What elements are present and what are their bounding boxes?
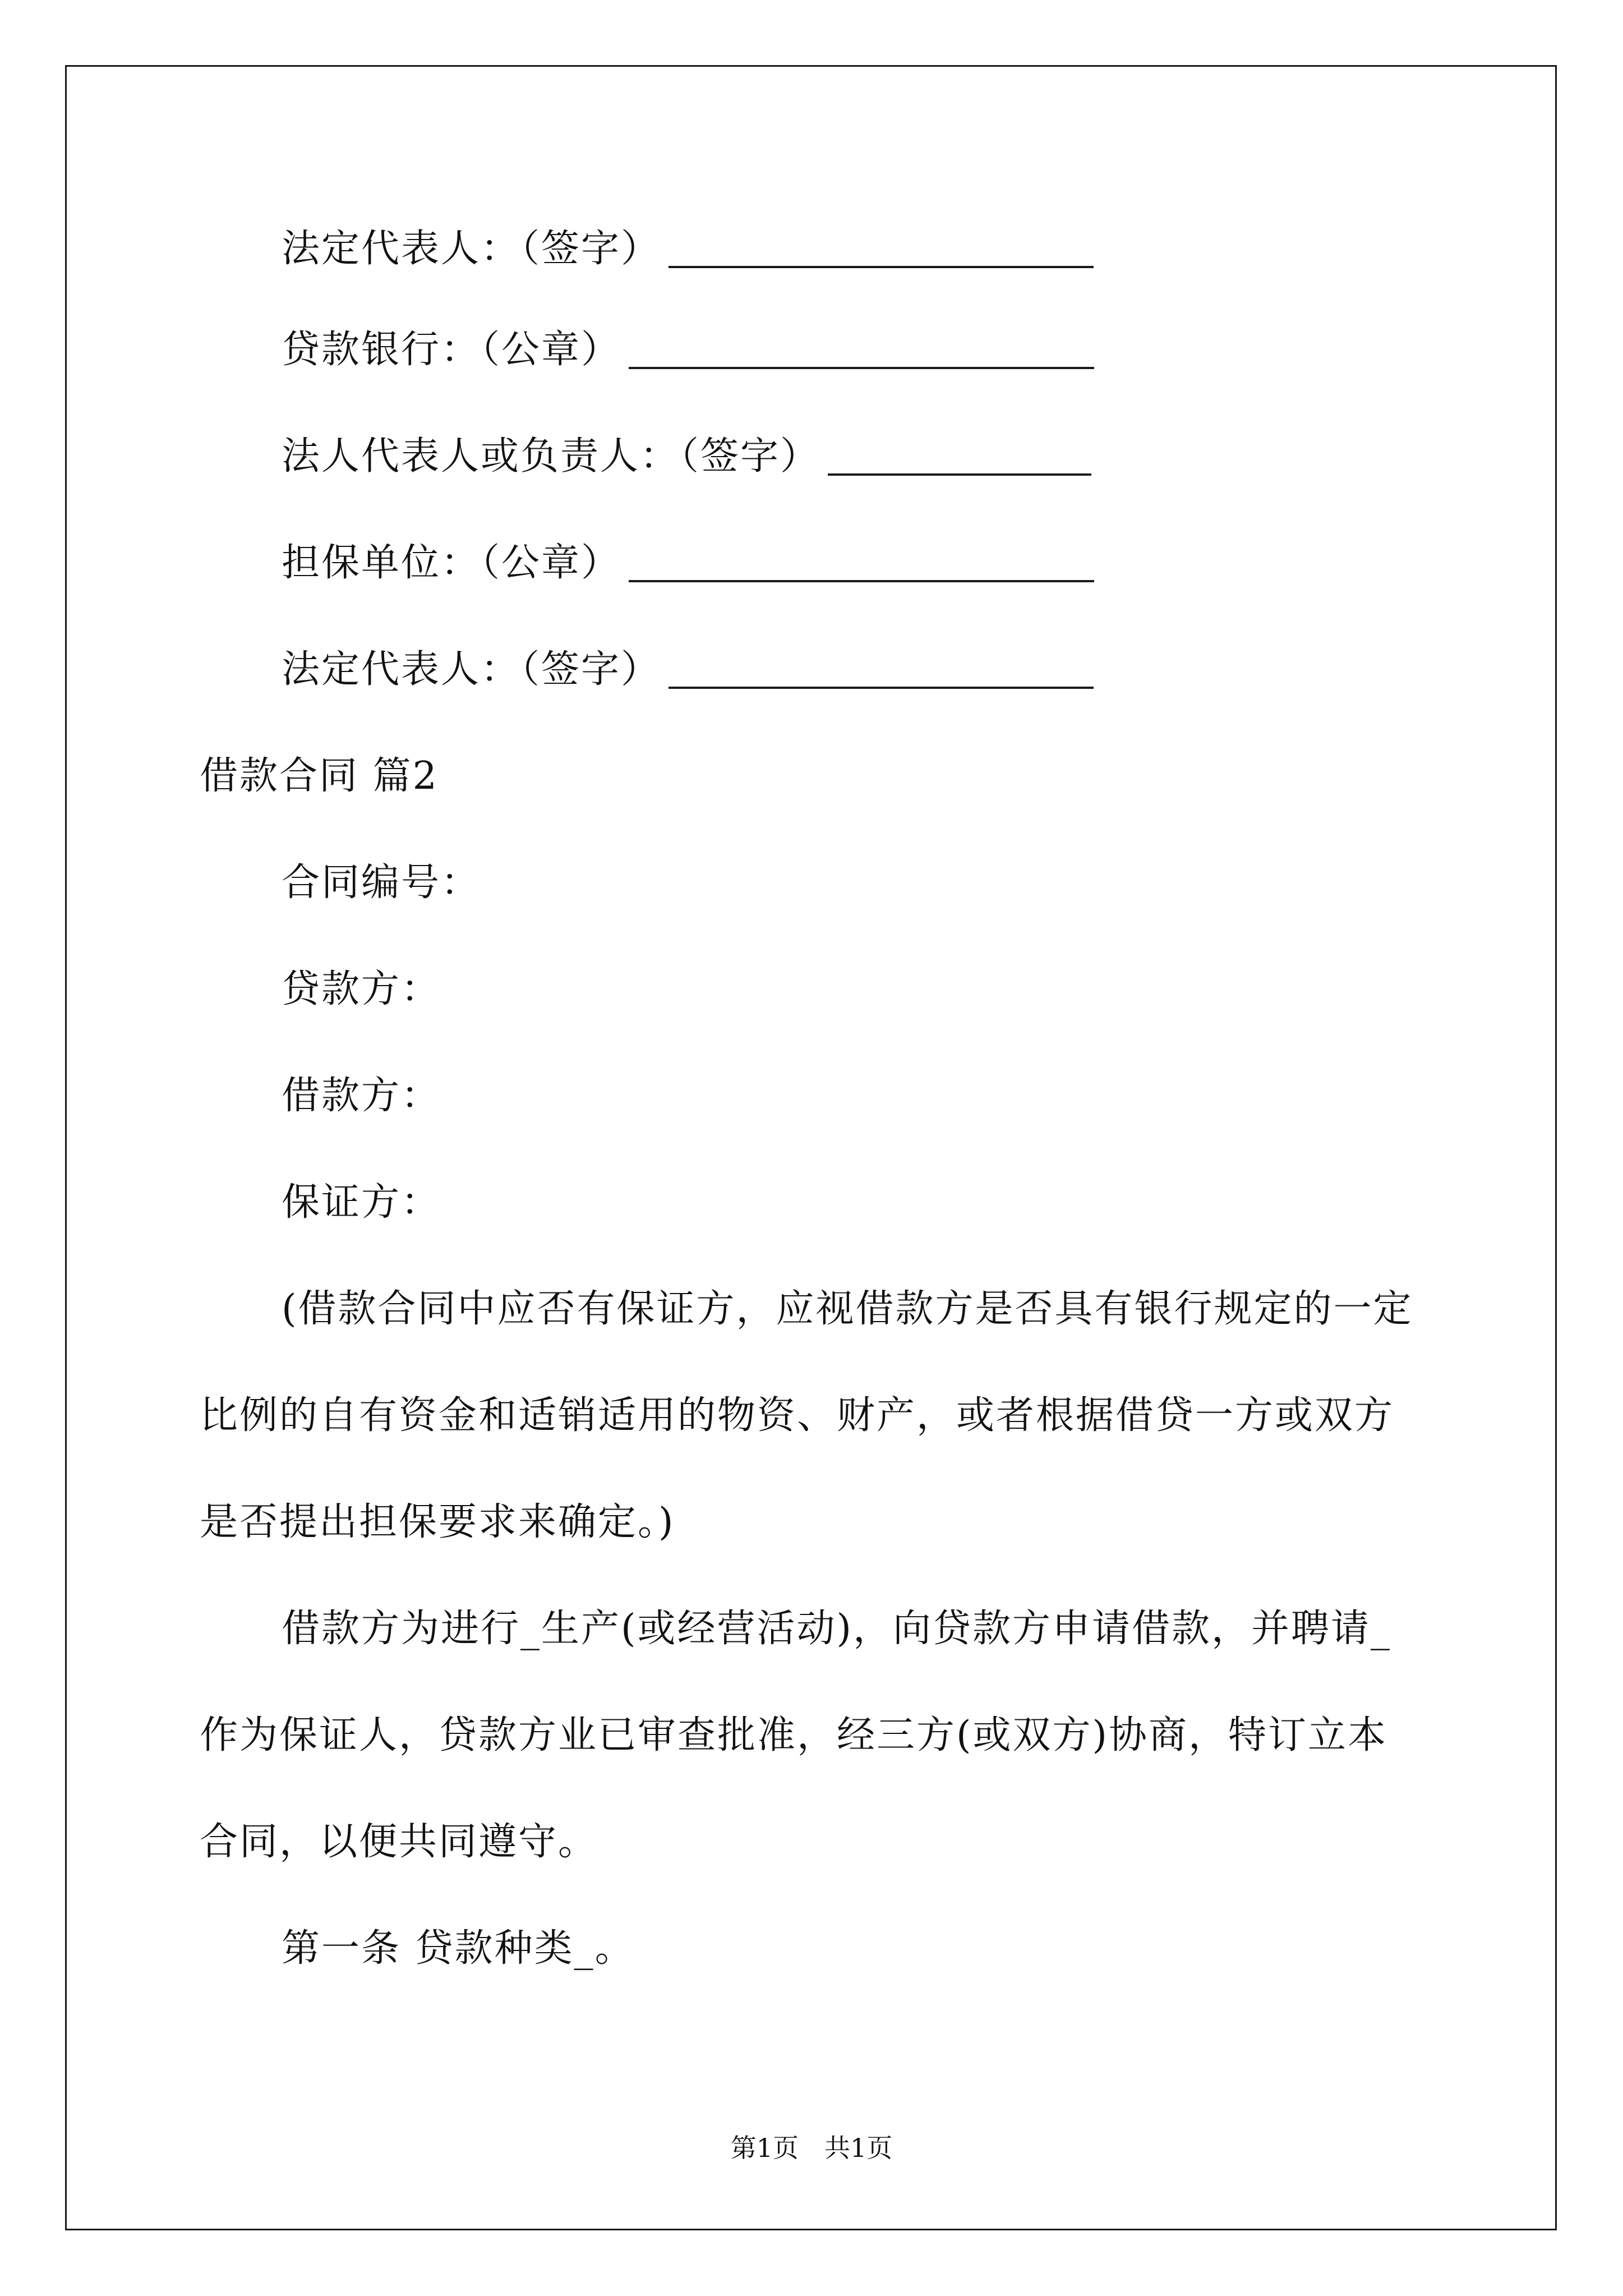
signature-line-guarantor bbox=[282, 541, 1094, 585]
signature-label: 贷款银行：（公章） bbox=[282, 328, 621, 372]
signature-label: 法人代表人或负责人：（签字） bbox=[282, 434, 820, 478]
paragraph-1-line-3: 是否提出担保要求来确定。) bbox=[200, 1500, 675, 1544]
signature-label: 法定代表人：（签字） bbox=[282, 647, 661, 692]
field-lender: 贷款方： bbox=[282, 967, 441, 1011]
paragraph-2-line-2: 作为保证人，贷款方业已审查批准，经三方(或双方)协商，特订立本 bbox=[200, 1713, 1388, 1757]
signature-blank[interactable] bbox=[629, 546, 1094, 582]
signature-label: 担保单位：（公章） bbox=[282, 541, 621, 585]
paragraph-1-line-1: (借款合同中应否有保证方，应视借款方是否具有银行规定的一定 bbox=[282, 1287, 1413, 1331]
paragraph-2-line-1: 借款方为进行_生产(或经营活动)，向贷款方申请借款，并聘请_ bbox=[282, 1607, 1392, 1651]
signature-blank[interactable] bbox=[629, 333, 1094, 369]
paragraph-1-line-2: 比例的自有资金和适销适用的物资、财产，或者根据借贷一方或双方 bbox=[200, 1393, 1395, 1438]
field-contract-number: 合同编号： bbox=[282, 861, 481, 905]
signature-line-legal-rep-2 bbox=[282, 647, 1094, 692]
page-border bbox=[65, 65, 1557, 2230]
signature-blank[interactable] bbox=[668, 653, 1094, 689]
signature-blank[interactable] bbox=[828, 440, 1091, 476]
paragraph-2-line-3: 合同，以便共同遵守。 bbox=[200, 1820, 598, 1864]
article-1: 第一条 贷款种类_。 bbox=[282, 1926, 635, 1971]
signature-blank[interactable] bbox=[668, 232, 1094, 268]
signature-line-bank bbox=[282, 328, 1094, 372]
field-borrower: 借款方： bbox=[282, 1074, 441, 1118]
signature-label: 法定代表人：（签字） bbox=[282, 227, 661, 271]
signature-line-legal-rep-1 bbox=[282, 227, 1094, 271]
page-footer: 第1页 共1页 bbox=[730, 2133, 893, 2163]
field-guarantor: 保证方： bbox=[282, 1180, 441, 1225]
signature-line-bank-rep bbox=[282, 434, 1091, 478]
section-heading: 借款合同 篇2 bbox=[200, 754, 439, 798]
